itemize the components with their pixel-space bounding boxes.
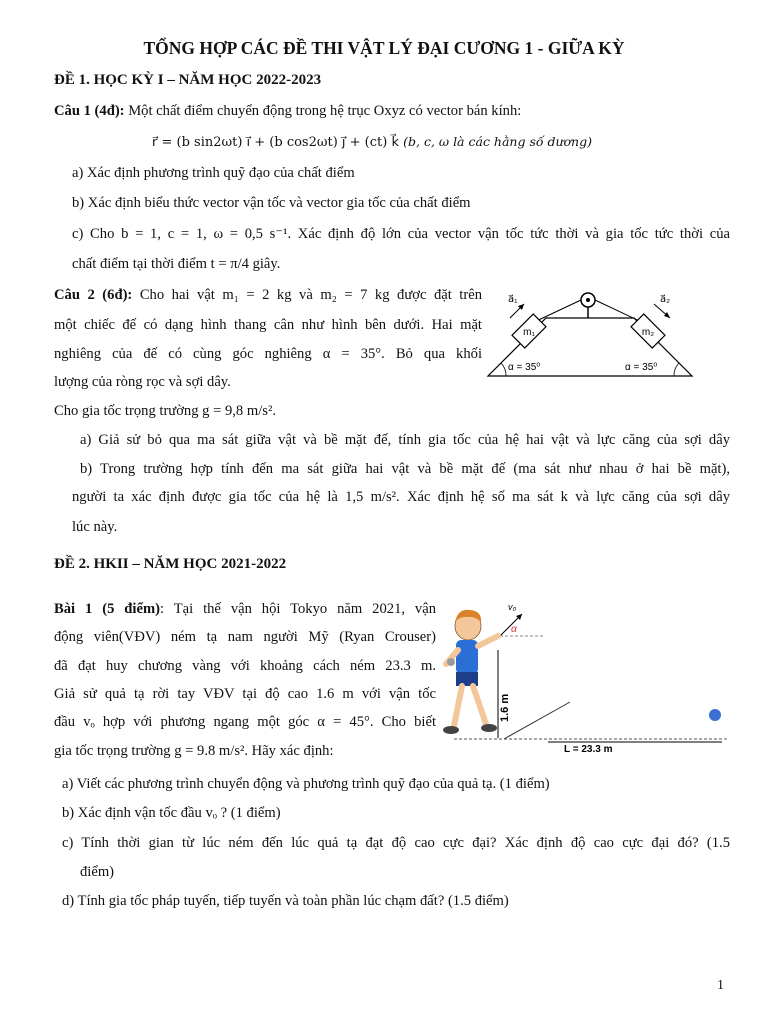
- section-heading-de1: ĐỀ 1. HỌC KỲ I – NĂM HỌC 2022-2023: [54, 72, 322, 88]
- page-number: 1: [717, 978, 724, 993]
- label-m2: m₂: [641, 327, 655, 338]
- cau2-label: Câu 2 (6đ):: [54, 287, 133, 303]
- bai1-part-d: d) Tính gia tốc pháp tuyến, tiếp tuyến và toàn phần lúc chạm đất? (1.5 điểm): [62, 893, 509, 909]
- bai1-line3: đã đạt huy chương vàng với khoảng cách ném 23.3 m.: [54, 658, 436, 674]
- cau2-line2: một chiếc đế có dạng hình thang cân như hình bên dưới. Hai mặt: [54, 317, 482, 333]
- cau1-intro: [54, 103, 521, 120]
- bai1-label: Bài 1 (5 điểm): [54, 601, 160, 617]
- bai1-line4: Giả sử quả tạ rời tay VĐV tại độ cao 1.6 m với vận tốc: [54, 686, 436, 702]
- label-a1: a⃗₁: [508, 294, 518, 305]
- label-alpha-left: α = 35⁰: [508, 362, 541, 373]
- bai1-line1: Bài 1 (5 điểm): Tại thế vận hội Tokyo năm 2021, vận: [54, 601, 437, 617]
- pulley-axle: [586, 298, 590, 302]
- label-distance: L = 23.3 m: [564, 744, 613, 754]
- bai1-line5: đầu vₒ hợp với phương ngang một góc α = 45°. Cho biết: [54, 714, 436, 730]
- cau2-part-b-line1: b) Trong trường hợp tính đến ma sát giữa hai vật và bề mặt đế (ma sát như nhau ở hai bề mặt),: [80, 461, 730, 477]
- section-heading-de2: ĐỀ 2. HKII – NĂM HỌC 2021-2022: [54, 556, 287, 572]
- cau1-part-a: a) Xác định phương trình quỹ đạo của chất điểm: [72, 165, 355, 181]
- cau2-line1: Câu 2 (6đ): Cho hai vật m₁ = 2 kg và m₂ = 7 kg được đặt trên: [54, 287, 482, 303]
- shot-ball-icon: [709, 709, 721, 721]
- label-alpha-right: α = 35⁰: [625, 362, 658, 373]
- bai1-part-c-line1: c) Tính thời gian từ lúc ném đến lúc quả tạ đạt độ cao cực đại? Xác định độ cao cực đại đó? (1.5: [62, 835, 730, 851]
- cau2-line5: Cho gia tốc trọng trường g = 9,8 m/s².: [54, 403, 276, 419]
- label-height: 1.6 m: [499, 693, 511, 722]
- document-title: TỔNG HỢP CÁC ĐỀ THI VẬT LÝ ĐẠI CƯƠNG 1 - GIỮA KỲ: [143, 38, 625, 58]
- cau1-part-c-line2: chất điểm tại thời điểm t = π/4 giây.: [72, 256, 281, 272]
- cau1-label: Câu 1 (4đ):: [54, 103, 125, 119]
- cau2-part-b-line2: người ta xác định được gia tốc của hệ là 1,5 m/s². Xác định hệ số ma sát k và lực căng của sợi dây: [72, 489, 730, 505]
- label-a2: a⃗₂: [660, 294, 671, 305]
- cau1-text: Một chất điểm chuyển động trong hệ trục Oxyz có vector bán kính:: [124, 103, 522, 119]
- shot-put-figure: [440, 598, 732, 754]
- formula-expression: r⃗ = (b sin2ωt) i⃗ + (b cos2ωt) j⃗ + (ct) k⃗: [152, 135, 399, 150]
- bai1-part-c-line2: điểm): [80, 864, 115, 880]
- bai1-part-b: b) Xác định vận tốc đầu vₒ ? (1 điểm): [62, 805, 281, 821]
- bai1-line6: gia tốc trọng trường g = 9.8 m/s². Hãy xác định:: [54, 743, 334, 759]
- cau2-part-b-line3: lúc này.: [72, 519, 118, 535]
- formula-note: (b, c, ω là các hằng số dương): [403, 134, 592, 149]
- incline-figure: [484, 288, 696, 380]
- label-v0: v₀: [508, 602, 517, 612]
- label-alpha: α: [511, 624, 517, 635]
- cau1-part-b: b) Xác định biểu thức vector vận tốc và vector gia tốc của chất điểm: [72, 195, 471, 211]
- cau2-line3: nghiêng của đế có cùng góc nghiêng α = 35°. Bỏ qua khối: [54, 346, 482, 362]
- cau1-part-c-line1: c) Cho b = 1, c = 1, ω = 0,5 s⁻¹. Xác định độ lớn của vector vận tốc tức thời và gia tốc tức thời của: [72, 226, 730, 242]
- label-m1: m₁: [523, 327, 535, 338]
- cau2-line4: lượng của ròng rọc và sợi dây.: [54, 374, 231, 390]
- bai1-part-a: a) Viết các phương trình chuyển động và phương trình quỹ đạo của quả tạ. (1 điểm): [62, 776, 550, 792]
- position-vector-formula: [152, 134, 592, 150]
- bai1-line2: động viên(VĐV) ném tạ nam người Mỹ (Ryan Crouser): [54, 629, 436, 645]
- cau2-part-a: a) Giả sử bỏ qua ma sát giữa vật và bề mặt đế, tính gia tốc của hệ hai vật và lực căng của sợi dây: [80, 432, 730, 448]
